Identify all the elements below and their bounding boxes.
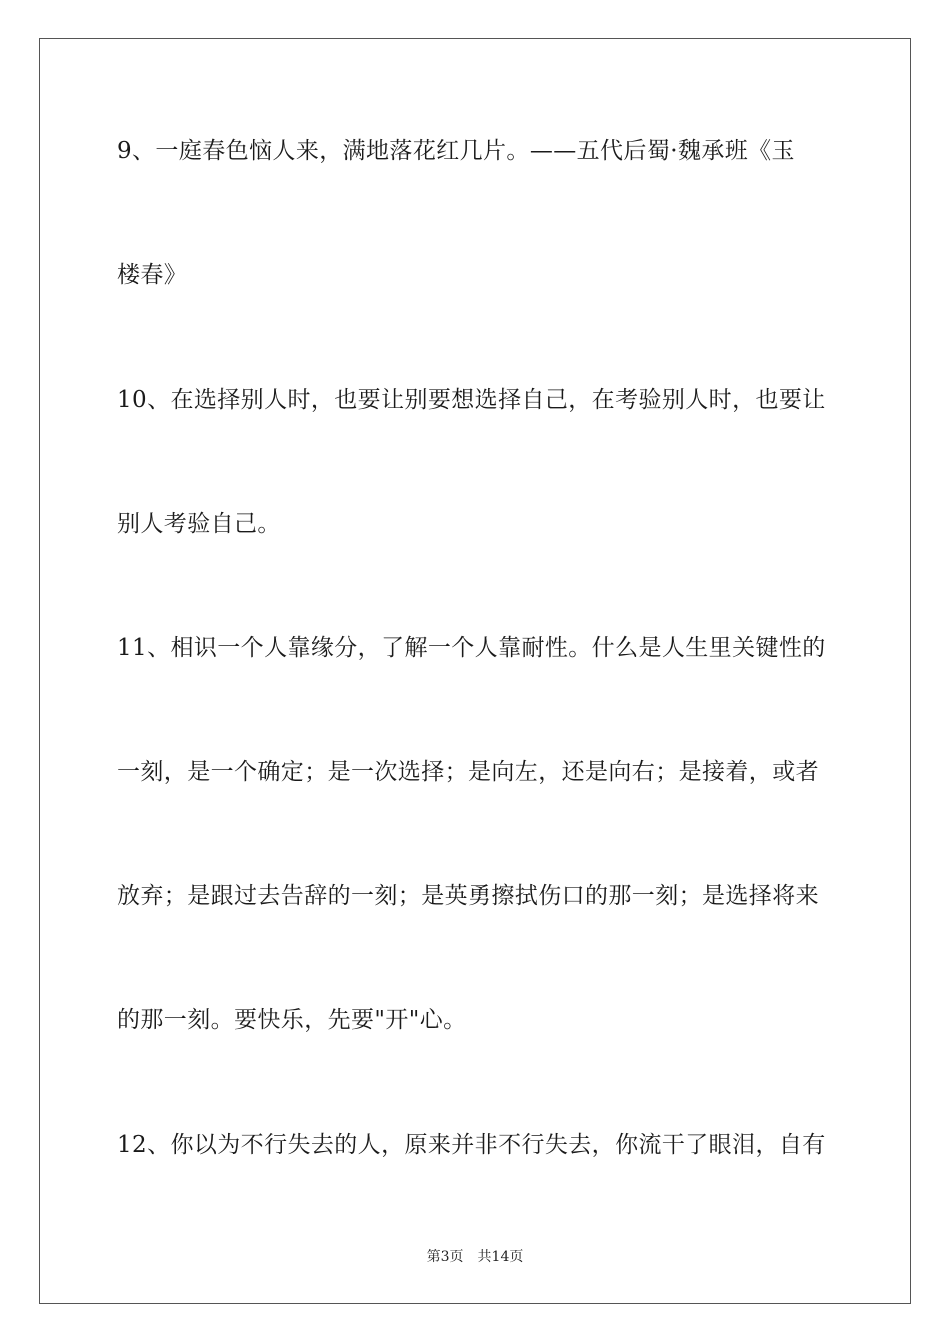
text-line-6: 一刻，是一个确定；是一次选择；是向左，还是向右；是接着，或者	[117, 759, 819, 785]
text-line-2: 楼春》	[117, 262, 188, 288]
text-line-7: 放弃；是跟过去告辞的一刻；是英勇擦拭伤口的那一刻；是选择将来	[117, 883, 819, 909]
text-line-1: 9、一庭春色恼人来，满地落花红几片。——五代后蜀·魏承班《玉	[117, 138, 795, 164]
text-line-9: 12、你以为不行失去的人，原来并非不行失去，你流干了眼泪，自有	[117, 1132, 826, 1158]
page-total: 共14页	[477, 1249, 524, 1265]
text-line-8: 的那一刻。要快乐，先要"开"心。	[117, 1007, 467, 1033]
page-footer	[0, 1246, 950, 1266]
page-number: 第3页	[426, 1249, 464, 1265]
page-frame	[39, 38, 911, 1304]
text-line-3: 10、在选择别人时，也要让别要想选择自己，在考验别人时，也要让	[117, 387, 826, 413]
text-line-5: 11、相识一个人靠缘分，了解一个人靠耐性。什么是人生里关键性的	[117, 635, 826, 661]
text-line-4: 别人考验自己。	[117, 511, 281, 537]
